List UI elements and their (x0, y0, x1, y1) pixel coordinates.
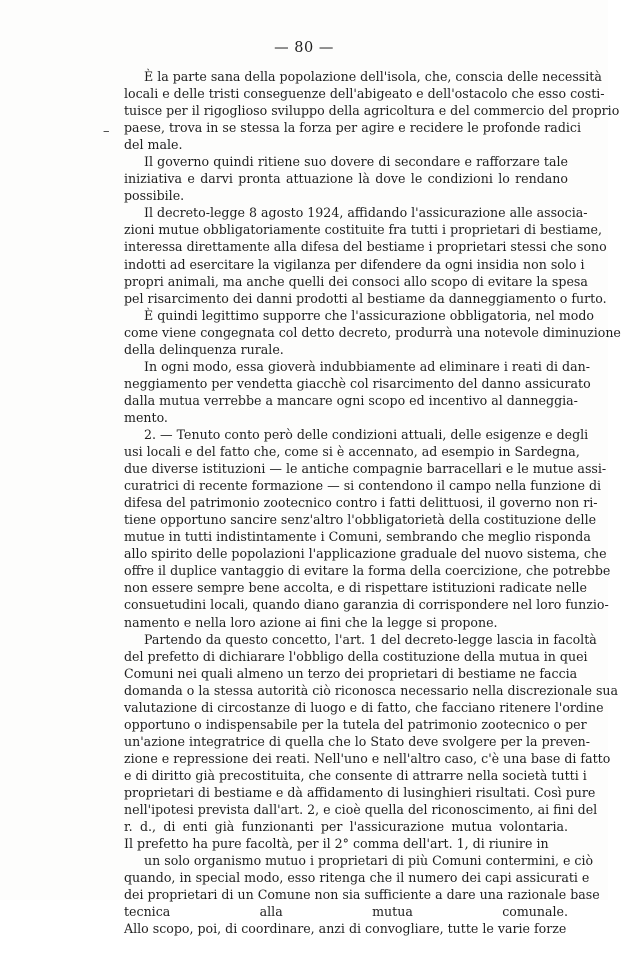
text-line: Partendo da questo concetto, l'art. 1 del decreto-legge lascia in facoltà (144, 631, 597, 647)
text-line: domanda o la stessa autorità ciò riconosca necessario nella discrezionale sua (124, 682, 619, 698)
text-line: namento e nella loro azione ai fini che la legge si propone. (124, 614, 498, 630)
text-line: indotti ad esercitare la vigilanza per difendere da ogni insidia non solo i (124, 256, 585, 272)
page-number: — 80 — (274, 40, 334, 56)
text-line: come viene congegnata col detto decreto, produrrà una notevole diminuzione (124, 324, 621, 340)
text-line: tiene opportuno sancire senz'altro l'obbligatorietà della costituzione delle (124, 512, 597, 528)
text-line: non essere sempre bene accolta, e di rispettare istituzioni radicate nelle (124, 580, 587, 596)
text-line: propri animali, ma anche quelli dei consoci allo scopo di evitare la spesa (124, 273, 588, 289)
text-line: quando, in special modo, esso ritenga che il numero dei capi assicurati e (124, 870, 590, 886)
text-line: Il prefetto ha pure facoltà, per il 2° comma dell'art. 1, di riunire in (124, 836, 549, 852)
text-line: consuetudini locali, quando diano garanzia di corrispondere nel loro funzio- (124, 597, 609, 613)
text-line: curatrici di recente formazione — si contendono il campo nella funzione di (124, 478, 602, 494)
text-line: difesa del patrimonio zootecnico contro i fatti delittuosi, il governo non ri- (124, 495, 598, 511)
text-line: zioni mutue obbligatoriamente costituite fra tutti i proprietari di bestiame, (124, 222, 602, 238)
text-line: dalla mutua verrebbe a mancare ogni scopo ed incentivo al danneggia- (124, 392, 578, 408)
text-line: mento. (124, 409, 168, 425)
text-line: tecnica alla mutua comunale. (124, 904, 568, 920)
text-line: tuisce per il rigoglioso sviluppo della agricoltura e del commercio del proprio (124, 103, 620, 119)
text-line: Il governo quindi ritiene suo dovere di secondare e rafforzare tale (144, 154, 568, 170)
text-line (124, 937, 568, 954)
text-line: È la parte sana della popolazione dell'isola, che, conscia delle necessità (144, 69, 602, 84)
text-line: della delinquenza rurale. (124, 341, 284, 357)
text-line: Comuni nei quali almeno un terzo dei proprietari di bestiame ne faccia (124, 665, 578, 681)
text-line: allo spirito delle popolazioni l'applicazione graduale del nuovo sistema, che (124, 546, 607, 562)
text-line: pel risarcimento dei danni prodotti al bestiame da danneggiamento o furto. (124, 290, 607, 306)
text-line: Il decreto-legge 8 agosto 1924, affidando l'assicurazione alle associa- (144, 205, 588, 221)
margin-mark: – (103, 124, 110, 139)
text-line: locali e delle tristi conseguenze dell'abigeato e dell'ostacolo che esso costi- (124, 86, 605, 102)
text-line: del prefetto di dichiarare l'obbligo della costituzione della mutua in quei (124, 648, 588, 664)
text-line: usi locali e del fatto che, come si è accennato, ad esempio in Sardegna, (124, 444, 580, 460)
text-line: dei proprietari di un Comune non sia sufficiente a dare una razionale base (124, 887, 600, 903)
text-line: nell'ipotesi prevista dall'art. 2, e cioè quella del riconoscimento, ai fini del (124, 802, 598, 818)
text-line: e di diritto già precostituita, che consente di attrarre nella società tutti i (124, 767, 587, 783)
text-line: zione e repressione dei reati. Nell'uno e nell'altro caso, c'è una base di fatto (124, 750, 611, 766)
text-line: possibile. (124, 188, 185, 204)
text-line: Allo scopo, poi, di coordinare, anzi di convogliare, tutte le varie forze (124, 921, 567, 937)
text-line: del male. (124, 137, 183, 153)
text-line: iniziativa e darvi pronta attuazione là dove le condizioni lo rendano (124, 171, 568, 187)
text-line: r. d., di enti già funzionanti per l'assicurazione mutua volontaria. (124, 819, 568, 835)
text-line: valutazione di circostanze di luogo e di fatto, che facciano ritenere l'ordine (124, 699, 604, 715)
text-line: interessa direttamente alla difesa del bestiame i proprietari stessi che sono (124, 239, 607, 255)
text-line: neggiamento per vendetta giacchè col risarcimento del danno assicurato (124, 375, 591, 391)
text-line: due diverse istituzioni — le antiche compagnie barracellari e le mutue assi- (124, 461, 607, 477)
text-line: In ogni modo, essa gioverà indubbiamente ad eliminare i reati di dan- (144, 358, 590, 374)
text-line: proprietari di bestiame e dà affidamento di lusinghieri risultati. Così pure (124, 784, 596, 800)
text-line: un solo organismo mutuo i proprietari di più Comuni contermini, e ciò (144, 853, 594, 869)
text-line: 2. — Tenuto conto però delle condizioni attuali, delle esigenze e degli (144, 426, 589, 442)
text-line: paese, trova in se stessa la forza per agire e recidere le profonde radici (124, 120, 581, 136)
text-line: opportuno o indispensabile per la tutela del patrimonio zootecnico o per (124, 716, 587, 732)
text-line: un'azione integratrice di quella che lo Stato deve svolgere per la preven- (124, 733, 591, 749)
text-line: mutue in tutti indistintamente i Comuni, sembrando che meglio risponda (124, 529, 591, 545)
text-line: offre il duplice vantaggio di evitare la forma della coercizione, che potrebbe (124, 563, 611, 579)
text-line: È quindi legittimo supporre che l'assicurazione obbligatoria, nel modo (144, 307, 594, 323)
body-text (124, 68, 621, 954)
